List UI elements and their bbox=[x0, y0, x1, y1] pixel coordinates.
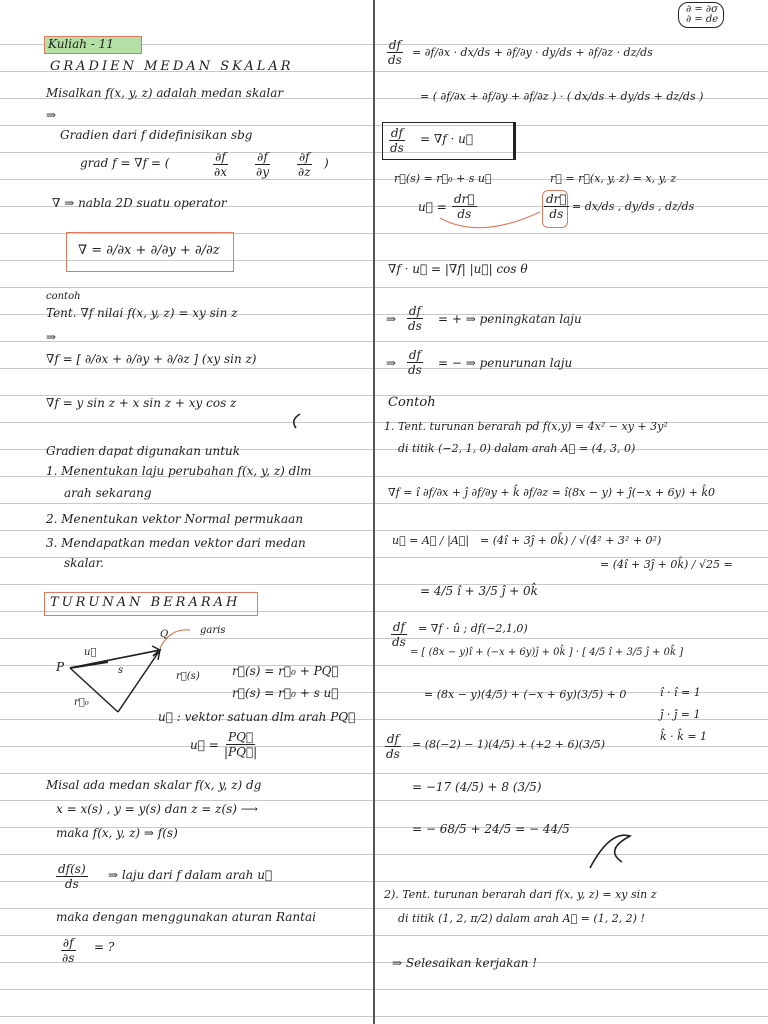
decrease-frac: $\frac{df}{ds}$ bbox=[408, 348, 422, 377]
chain-rule-expansion: = ∂f/∂x · dx/ds + ∂f/∂y · dy/ds + ∂f/∂z · dz/ds bbox=[412, 46, 653, 59]
u-components: = dx/ds , dy/ds , dz/ds bbox=[572, 200, 695, 213]
gradient-result: ∇f = y sin z + x sin z + xy cos z bbox=[46, 396, 237, 410]
laju-text: ⇒ laju dari f dalam arah u⃗ bbox=[108, 868, 273, 882]
increase-frac: $\frac{df}{ds}$ bbox=[408, 304, 422, 333]
key-formula-frac: $\frac{df}{ds}$ bbox=[390, 126, 404, 155]
dd-line-2: = [ (8x − y)î + (−x + 6y)ĵ + 0k̂ ] · [ 4/5 î + 3/5 ĵ + 0k̂ ] bbox=[410, 647, 684, 658]
use-item-3: 3. Mendapatkan medan vektor dari medan bbox=[46, 536, 306, 550]
laju-frac: $\frac{df(s)}{ds}$ bbox=[58, 862, 86, 891]
eq-rs-2: r⃗(s) = r⃗₀ + s u⃗ bbox=[232, 686, 339, 700]
substitution-1: = (8(−2) − 1)(4/5) + (+2 + 6)(3/5) bbox=[412, 738, 606, 751]
substitution-3: = − 68/5 + 24/5 = − 44/5 bbox=[412, 822, 570, 836]
final-frac: $\frac{\partial f}{\partial s}$ bbox=[62, 936, 75, 965]
example-1-line-2: di titik (−2, 1, 0) dalam arah A⃗ = (4, 3, 0) bbox=[398, 442, 636, 455]
dd-line-1: = ∇f · û ; df(−2,1,0) bbox=[418, 622, 528, 635]
example-gradient: ∇f = î ∂f/∂x + ĵ ∂f/∂y + k̂ ∂f/∂z = î(8x − y) + ĵ(−x + 6y) + k̂0 bbox=[388, 486, 715, 499]
implies-arrow-2: ⇒ bbox=[46, 330, 57, 344]
dd-frac: $\frac{df}{ds}$ bbox=[392, 620, 406, 649]
key-formula-rhs: = ∇f · u⃗ bbox=[420, 132, 474, 146]
diagram-p: P bbox=[56, 660, 65, 674]
diagram-q: Q bbox=[160, 629, 169, 640]
eq-u-lhs: u⃗ = bbox=[190, 738, 219, 752]
dot-product-form: ∇f · u⃗ = |∇f| |u⃗| cos θ bbox=[388, 262, 528, 276]
directional-derivative-title: TURUNAN BERARAH bbox=[50, 595, 241, 610]
drds-frac: $\frac{dr⃗}{ds}$ bbox=[546, 192, 567, 221]
final-question: = ? bbox=[94, 940, 115, 954]
corner-note-2: ∂ = de bbox=[686, 14, 719, 25]
grad-def-frac-y: $\frac{\partial f}{\partial y}$ bbox=[256, 150, 269, 179]
eq-u-frac: $\frac{PQ⃗}{|PQ⃗|}$ bbox=[224, 730, 258, 759]
diagram-garis: garis bbox=[200, 625, 226, 636]
misal-line-3: maka f(x, y, z) ⇒ f(s) bbox=[56, 826, 178, 840]
dd-line-3: = (8x − y)(4/5) + (−x + 6y)(3/5) + 0 bbox=[424, 688, 627, 701]
unit-vector-a: u⃗ = A⃗ / |A⃗| bbox=[392, 534, 470, 547]
rs-equation: r⃗(s) = r⃗₀ + s u⃗ bbox=[394, 172, 492, 185]
chain-frac: $\frac{df}{ds}$ bbox=[388, 38, 402, 67]
grad-def-frac-x: $\frac{\partial f}{\partial x}$ bbox=[214, 150, 227, 179]
u-frac: $\frac{dr⃗}{ds}$ bbox=[454, 192, 475, 221]
nabla-operator-note: ∇ ⇒ nabla 2D suatu operator bbox=[52, 196, 227, 210]
uses-title: Gradien dapat digunakan untuk bbox=[46, 444, 241, 458]
gradient-expression: ∇f = [ ∂/∂x + ∂/∂y + ∂/∂z ] (xy sin z) bbox=[46, 352, 257, 366]
substitution-2: = −17 (4/5) + 8 (3/5) bbox=[412, 780, 542, 794]
decrease-arrow: ⇒ bbox=[386, 356, 397, 370]
diagram-s: s bbox=[118, 665, 124, 676]
kk-identity: k̂ · k̂ = 1 bbox=[660, 730, 708, 743]
eq-u-description: u⃗ : vektor satuan dlm arah PQ⃗ bbox=[158, 710, 356, 724]
decrease-text: = − ⇒ penurunan laju bbox=[438, 356, 573, 370]
implies-arrow: ⇒ bbox=[46, 108, 57, 122]
example-2-line-1: 2). Tent. turunan berarah dari f(x, y, z) = xy sin z bbox=[384, 888, 657, 901]
increase-text: = + ⇒ peningkatan laju bbox=[438, 312, 582, 326]
example-1-line-1: 1. Tent. turunan berarah pd f(x,y) = 4x² − xy + 3y² bbox=[384, 420, 668, 433]
use-item-2: 2. Menentukan vektor Normal permukaan bbox=[46, 512, 304, 526]
corner-note-1: ∂ = ∂σ bbox=[686, 4, 718, 15]
increase-arrow: ⇒ bbox=[386, 312, 397, 326]
grad-def-frac-z: $\frac{\partial f}{\partial z}$ bbox=[298, 150, 311, 179]
example-title: Contoh bbox=[388, 395, 436, 410]
nabla-definition: ∇ = ∂/∂x + ∂/∂y + ∂/∂z bbox=[78, 243, 220, 258]
unit-vector-b: = (4î + 3ĵ + 0k̂) / √(4² + 3² + 0²) bbox=[480, 534, 662, 547]
use-item-3-cont: skalar. bbox=[64, 556, 104, 570]
jj-identity: ĵ · ĵ = 1 bbox=[660, 708, 701, 721]
ii-identity: î · î = 1 bbox=[660, 686, 701, 699]
example-label: contoh bbox=[46, 291, 81, 302]
gradient-definition-text: Gradien dari f didefinisikan sbg bbox=[60, 128, 253, 142]
diagram-r0: r⃗₀ bbox=[74, 697, 89, 708]
diagram-rs: r⃗(s) bbox=[176, 671, 200, 682]
page-title: GRADIEN MEDAN SKALAR bbox=[50, 59, 294, 74]
u-lhs: u⃗ = bbox=[418, 200, 447, 214]
sub-frac: $\frac{df}{ds}$ bbox=[386, 732, 400, 761]
left-line-1: Misalkan f(x, y, z) adalah medan skalar bbox=[46, 86, 284, 100]
chain-rule-factored: = ( ∂f/∂x + ∂f/∂y + ∂f/∂z ) · ( dx/ds + dy/ds + dz/ds ) bbox=[420, 90, 704, 103]
unit-vector-d: = 4/5 î + 3/5 ĵ + 0k̂ bbox=[420, 584, 538, 598]
grad-def-lhs: grad f = ∇f = ( bbox=[80, 156, 170, 170]
lecture-label: Kuliah - 11 bbox=[48, 37, 114, 51]
unit-vector-c: = (4î + 3ĵ + 0k̂) / √25 = bbox=[600, 558, 733, 571]
misal-line-2: x = x(s) , y = y(s) dan z = z(s) ⟶ bbox=[56, 802, 259, 816]
grad-def-close: ) bbox=[324, 156, 329, 170]
misal-line-1: Misal ada medan skalar f(x, y, z) dg bbox=[46, 778, 262, 792]
eq-rs-1: r⃗(s) = r⃗₀ + PQ⃗ bbox=[232, 664, 339, 678]
example-2-instruction: ⇒ Selesaikan kerjakan ! bbox=[392, 956, 538, 970]
use-item-1-cont: arah sekarang bbox=[64, 486, 152, 500]
r-xyz: r⃗ = r⃗(x, y, z) = x, y, z bbox=[550, 172, 677, 185]
chain-rule-text: maka dengan menggunakan aturan Rantai bbox=[56, 910, 316, 924]
example-2-line-2: di titik (1, 2, π/2) dalam arah A⃗ = (1, 2, 2) ! bbox=[398, 912, 645, 925]
diagram-u: u⃗ bbox=[84, 647, 97, 658]
example-task: Tent. ∇f nilai f(x, y, z) = xy sin z bbox=[46, 306, 238, 320]
use-item-1: 1. Menentukan laju perubahan f(x, y, z) dlm bbox=[46, 464, 312, 478]
